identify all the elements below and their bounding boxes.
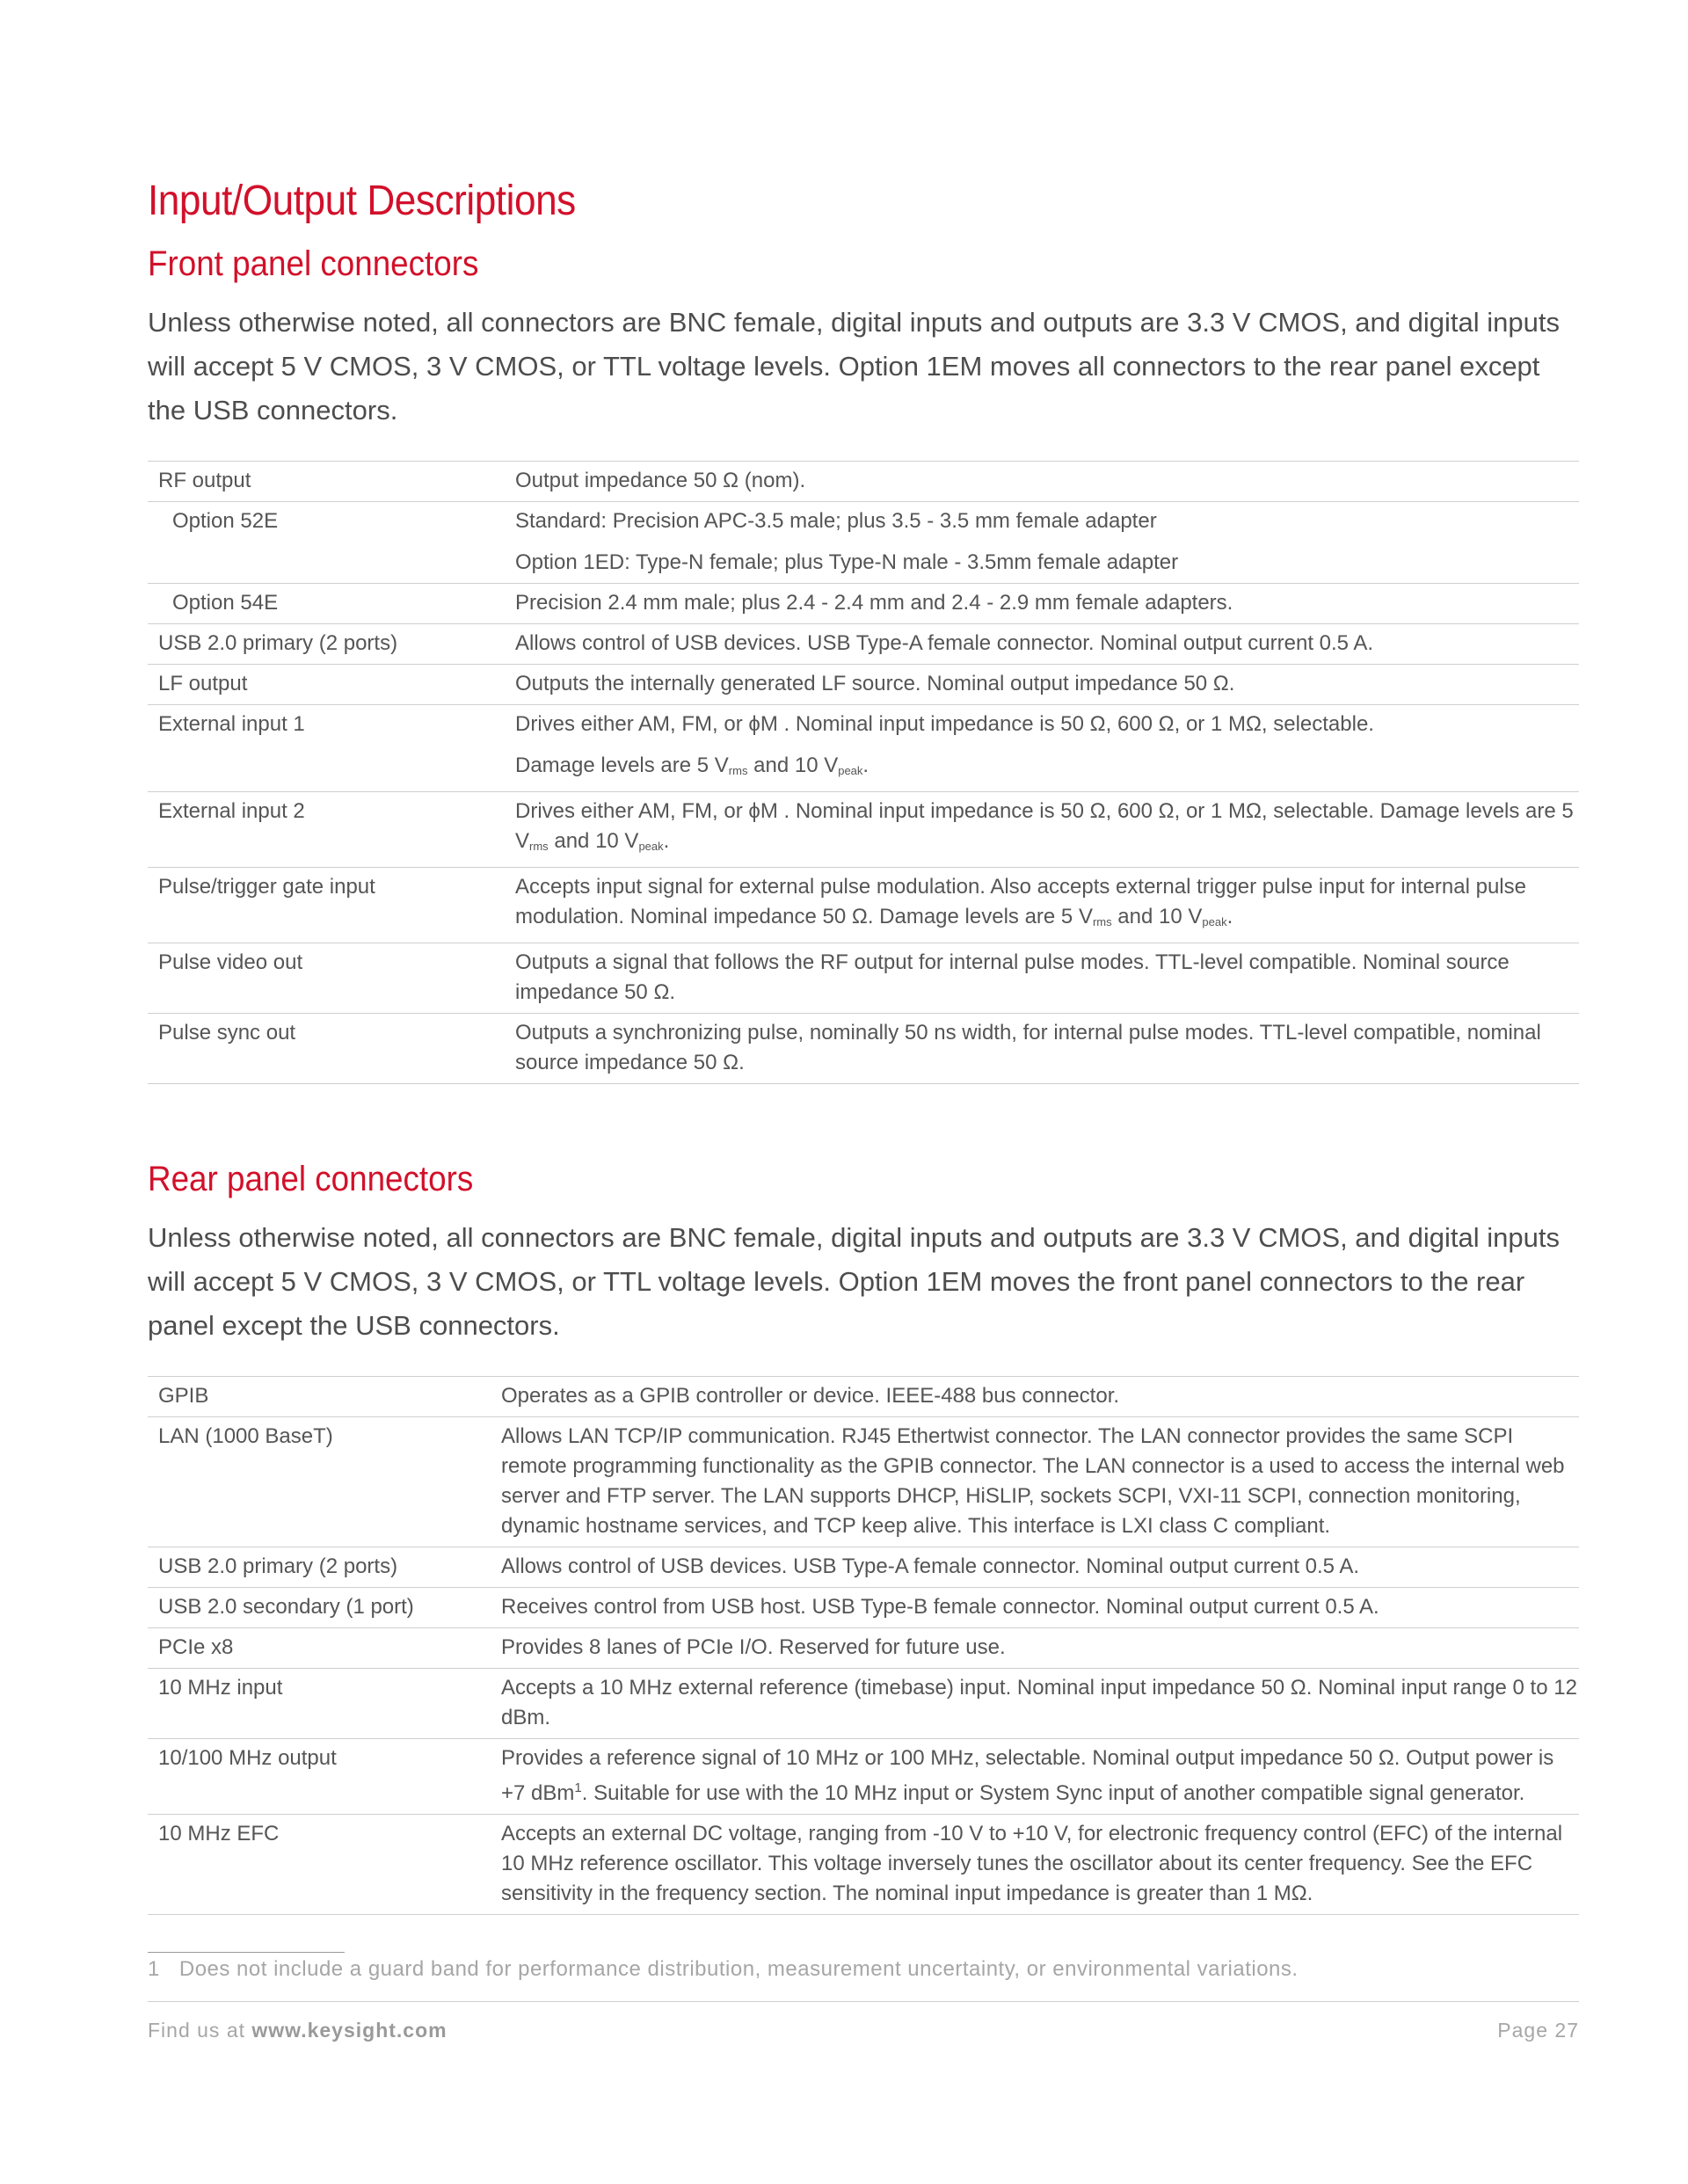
row-key — [148, 746, 515, 792]
table-row — [148, 1668, 1579, 1738]
table-row — [148, 1416, 1579, 1547]
table-row — [148, 543, 1579, 584]
row-value: Drives either AM, FM, or ϕM . Nominal input impedance is 50 Ω, 600 Ω, or 1 MΩ, selectable. — [515, 711, 1374, 736]
footer-find-prefix: Find us at — [148, 2019, 252, 2042]
row-key: Option 52E — [172, 508, 279, 533]
row-key: Pulse/trigger gate input — [148, 867, 515, 943]
row-value: Option 1ED: Type-N female; plus Type-N male - 3.5mm female adapter — [515, 543, 1579, 584]
row-value: Output impedance 50 Ω (nom). — [515, 468, 806, 492]
row-value: Precision 2.4 mm male; plus 2.4 - 2.4 mm and 2.4 - 2.9 mm female adapters. — [515, 583, 1579, 623]
row-key: Option 54E — [148, 583, 515, 623]
row-key: Pulse sync out — [148, 1013, 515, 1083]
row-value — [515, 867, 1579, 943]
row-key: 10 MHz input — [148, 1668, 501, 1738]
table-row — [148, 943, 1579, 1013]
row-value: Allows control of USB devices. USB Type-A female connector. Nominal output current 0.5 A. — [501, 1547, 1579, 1587]
value-text: . — [1226, 904, 1233, 928]
row-value: Accepts a 10 MHz external reference (timebase) input. Nominal input impedance 50 Ω. Nominal input range 0 to 12 dBm. — [501, 1668, 1579, 1738]
rear-panel-table — [148, 1376, 1579, 1915]
rear-panel-section — [148, 1158, 1579, 1915]
row-value: Allows control of USB devices. USB Type-A female connector. Nominal output current 0.5 A. — [515, 623, 1579, 664]
table-row — [148, 1587, 1579, 1627]
row-key: External input 1 — [158, 711, 305, 736]
unit-subscript: peak — [838, 763, 863, 777]
footnote-number: 1 — [148, 1957, 160, 1981]
row-key: RF output — [158, 468, 251, 492]
page-title: Input/Output Descriptions — [148, 178, 576, 224]
table-row — [148, 791, 1579, 867]
rear-panel-intro: Unless otherwise noted, all connectors are BNC female, digital inputs and outputs are 3.3 V CMOS, and digital inputs will accept 5 V CMOS, 3 V CMOS, or TTL voltage levels. Option 1EM moves the front panel connectors to the rear panel except the USB connectors. — [148, 1221, 1560, 1341]
unit-subscript: rms — [529, 839, 549, 853]
table-row — [148, 501, 1579, 543]
front-panel-intro: Unless otherwise noted, all connectors are BNC female, digital inputs and outputs are 3.3 V CMOS, and digital inputs will accept 5 V CMOS, 3 V CMOS, or TTL voltage levels. Option 1EM moves all connectors to the rear panel except the USB connectors. — [148, 306, 1560, 426]
unit-subscript: rms — [728, 763, 748, 777]
front-panel-heading: Front panel connectors — [148, 244, 479, 283]
row-key: USB 2.0 primary (2 ports) — [148, 623, 515, 664]
row-key: 10 MHz EFC — [148, 1814, 501, 1914]
row-value: Outputs a signal that follows the RF output for internal pulse modes. TTL-level compatible. Nominal source impedance 50 Ω. — [515, 943, 1579, 1013]
row-key: GPIB — [148, 1376, 501, 1416]
value-text: Drives either AM, FM, or ϕM . Nominal input impedance is 50 Ω, 600 Ω, or 1 MΩ, selectable. Damage levels are 5 V — [515, 798, 1574, 853]
table-row — [148, 461, 1579, 501]
row-value: Outputs the internally generated LF source. Nominal output impedance 50 Ω. — [515, 664, 1579, 704]
row-value: Accepts an external DC voltage, ranging from -10 V to +10 V, for electronic frequency control (EFC) of the internal 10 MHz reference oscillator. This voltage inversely tunes the oscillator about its center frequency. See the EFC sensitivity in the frequency section. The nominal input impedance is greater than 1 MΩ. — [501, 1814, 1579, 1914]
table-row — [148, 704, 1579, 746]
unit-subscript: rms — [1092, 914, 1112, 928]
footer-divider — [148, 2001, 1579, 2002]
value-text: . Suitable for use with the 10 MHz input or System Sync input of another compatible signal generator. — [581, 1780, 1525, 1805]
footnote-divider — [148, 1952, 345, 1953]
row-value — [515, 746, 1579, 792]
table-row — [148, 1547, 1579, 1587]
table-row — [148, 1627, 1579, 1668]
footer-url-link[interactable]: www.keysight.com — [251, 2019, 447, 2042]
table-row — [148, 1376, 1579, 1416]
row-key — [148, 543, 515, 584]
table-row — [148, 867, 1579, 943]
row-key: LAN (1000 BaseT) — [148, 1416, 501, 1547]
value-text: and 10 V — [1111, 904, 1203, 928]
footnote-marker: 1 — [574, 1780, 582, 1795]
row-value: Standard: Precision APC-3.5 male; plus 3.5 - 3.5 mm female adapter — [515, 508, 1157, 533]
table-row — [148, 1013, 1579, 1083]
row-value — [515, 791, 1579, 867]
row-value: Receives control from USB host. USB Type-B female connector. Nominal output current 0.5 A. — [501, 1587, 1579, 1627]
row-key: LF output — [148, 664, 515, 704]
row-key: Pulse video out — [148, 943, 515, 1013]
rear-panel-heading: Rear panel connectors — [148, 1159, 474, 1198]
row-key: 10/100 MHz output — [148, 1738, 501, 1814]
row-key: USB 2.0 primary (2 ports) — [148, 1547, 501, 1587]
footnote — [148, 1957, 1299, 1982]
unit-subscript: peak — [1202, 914, 1227, 928]
table-row — [148, 623, 1579, 664]
row-value: Outputs a synchronizing pulse, nominally 50 ns width, for internal pulse modes. TTL-level compatible, nominal source impedance 50 Ω. — [515, 1013, 1579, 1083]
row-value — [501, 1738, 1579, 1814]
table-row — [148, 1738, 1579, 1814]
footnote-text: Does not include a guard band for performance distribution, measurement uncertainty, or environmental variations. — [178, 1957, 1299, 1981]
row-value: Operates as a GPIB controller or device. IEEE-488 bus connector. — [501, 1376, 1579, 1416]
value-text: and 10 V — [548, 828, 639, 853]
table-row — [148, 1814, 1579, 1914]
value-text: . — [663, 828, 670, 853]
unit-subscript: peak — [638, 839, 664, 853]
table-row — [148, 664, 1579, 704]
value-text: Provides a reference signal of 10 MHz or 100 MHz, selectable. Nominal output impedance 50 Ω. Output power is +7 dBm — [501, 1745, 1554, 1805]
row-value: Allows LAN TCP/IP communication. RJ45 Ethertwist connector. The LAN connector provides the same SCPI remote programming functionality as the GPIB connector. The LAN connector is a used to access the internal web server and FTP server. The LAN supports DHCP, HiSLIP, sockets SCPI, VXI-11 SCPI, connection monitoring, dynamic hostname services, and TCP keep alive. This interface is LXI class C compliant. — [501, 1416, 1579, 1547]
row-key: External input 2 — [148, 791, 515, 867]
value-text: and 10 V — [747, 753, 839, 777]
document-page — [148, 176, 1579, 1915]
table-row — [148, 583, 1579, 623]
row-key: PCIe x8 — [148, 1627, 501, 1668]
value-text: . — [862, 753, 869, 777]
page-number: Page 27 — [1497, 2019, 1579, 2042]
footer-find-us — [148, 2019, 447, 2042]
value-text: Accepts input signal for external pulse modulation. Also accepts external trigger pulse input for internal pulse modulation. Nominal impedance 50 Ω. Damage levels are 5 V — [515, 874, 1526, 928]
front-panel-table — [148, 461, 1579, 1084]
row-key: USB 2.0 secondary (1 port) — [148, 1587, 501, 1627]
value-text: Damage levels are 5 V — [515, 753, 729, 777]
row-value: Provides 8 lanes of PCIe I/O. Reserved for future use. — [501, 1627, 1579, 1668]
table-row — [148, 746, 1579, 792]
